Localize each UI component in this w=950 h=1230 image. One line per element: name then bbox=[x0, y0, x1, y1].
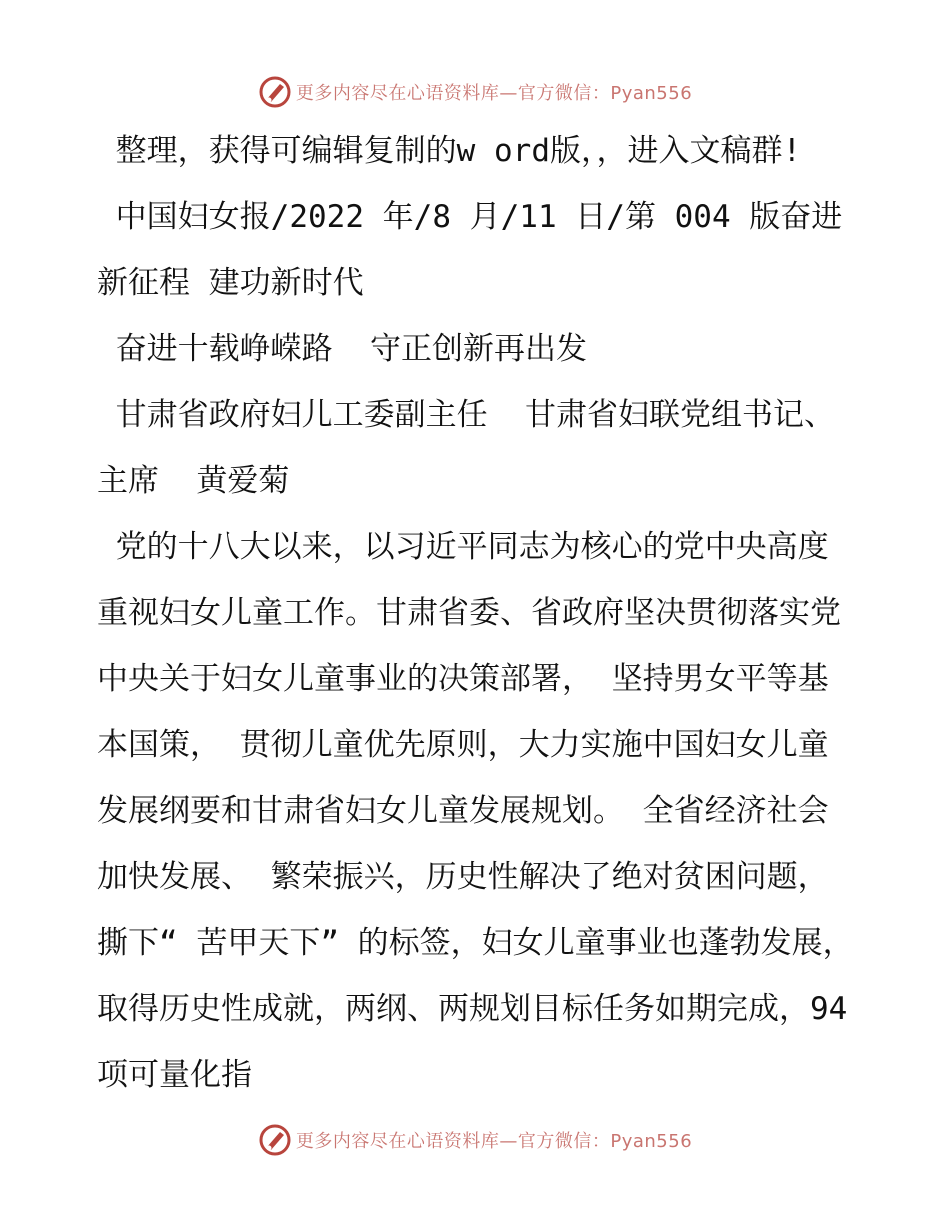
author-line: 甘肃省政府妇儿工委副主任 甘肃省妇联党组书记、主席 黄爱菊 bbox=[97, 397, 835, 499]
watermark-header bbox=[0, 72, 950, 112]
pen-seal-icon bbox=[258, 1123, 292, 1157]
watermark-text: 更多内容尽在心语资料库—官方微信：Pyan556 bbox=[295, 83, 693, 104]
article-title: 奋进十载峥嵘路 守正创新再出发 bbox=[97, 331, 587, 367]
pen-seal-icon bbox=[258, 75, 292, 109]
intro-paragraph: 整理，获得可编辑复制的w ord版，，进入文稿群! bbox=[97, 133, 802, 169]
watermark-text: 更多内容尽在心语资料库—官方微信：Pyan556 bbox=[295, 1131, 693, 1152]
watermark-footer bbox=[0, 1120, 950, 1160]
source-line: 中国妇女报/2022 年/8 月/11 日/第 004 版奋进新征程 建功新时代 bbox=[97, 199, 843, 301]
body-paragraph: 党的十八大以来，以习近平同志为核心的党中央高度重视妇女儿童工作。甘肃省委、省政府坚决贯彻落实党中央关于妇女儿童事业的决策部署， 坚持男女平等基本国策， 贯彻儿童优先原则，大力实施中国妇女儿童发展纲要和甘肃省妇女儿童发展规划。 全省经济社会加快发展、 繁荣振兴，历史性解决了绝对贫困问题，撕下“ 苦甲天下” 的标签，妇女儿童事业也蓬勃发展，取得历史性成就，两纲、两规划目标任务如期完成，94 项可量化指 bbox=[97, 529, 866, 1093]
document-body bbox=[97, 118, 866, 1108]
